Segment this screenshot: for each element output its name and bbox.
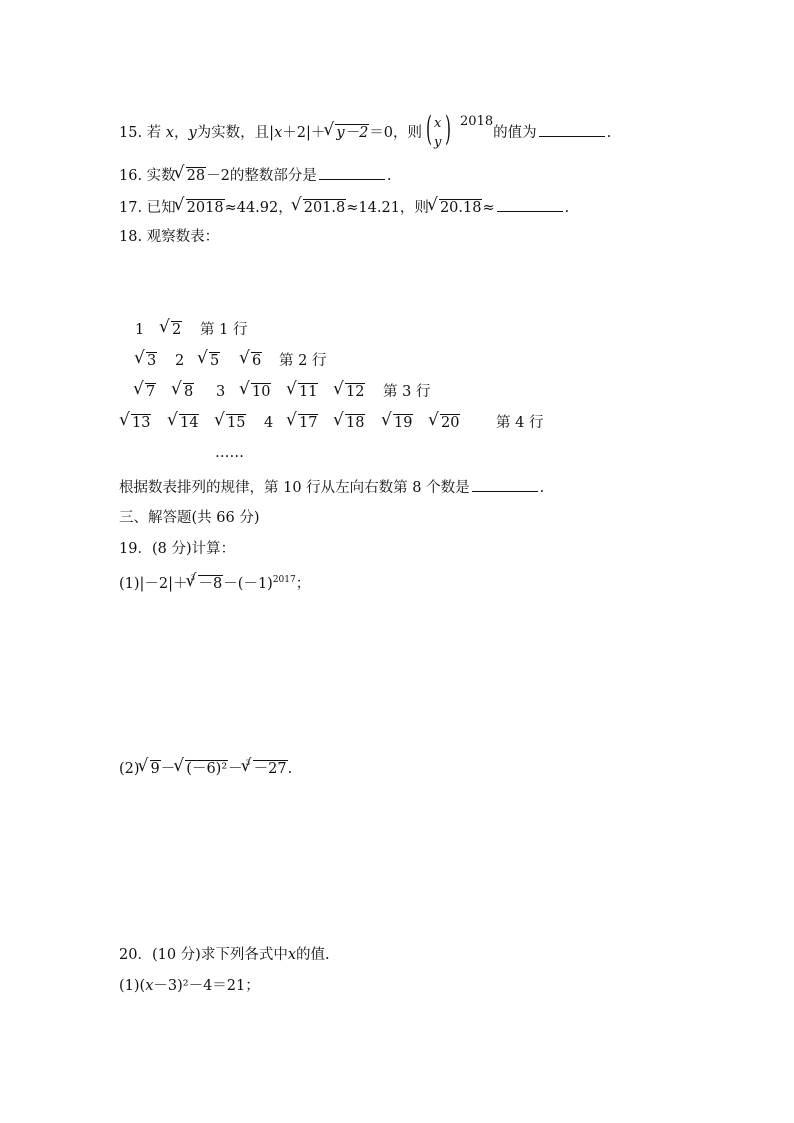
question-20: 20．(10 分)求下列各式中x的值. [119, 947, 330, 963]
table-row-2: √ 3 2 √ 5 √ 6 第 2 行 [119, 351, 619, 373]
question-18-prompt: 根据数表排列的规律，第 10 行从左向右数第 8 个数是 . [119, 477, 544, 498]
question-16: 16. 实数√ 28－2的整数部分是 . [119, 165, 391, 186]
sqrt-expression: √ 2018 [176, 198, 225, 218]
fraction-expression: ( x y ) [426, 109, 451, 150]
answer-blank[interactable] [472, 477, 538, 492]
question-19-part-1: (1)|－2|＋ √ 3 $-8-(-1)^{2017}$； [119, 570, 310, 594]
sqrt-expression: √ 9 [140, 759, 161, 779]
cube-root-expression: √ 3 －27 [243, 759, 288, 779]
cube-root-expression: √ 3 －8 [188, 574, 224, 594]
answer-blank[interactable] [497, 197, 563, 212]
question-19: 19．(8 分)计算： [119, 541, 236, 557]
question-18: 18. 观察数表： [119, 229, 220, 245]
sqrt-expression: √ 20.18 [429, 198, 483, 218]
table-row-4: √ 13 √ 14 √ 15 4 √ 17 √ 18 √ 19 √ 20 第 4 行 [119, 413, 619, 435]
exponent: 2018 [460, 114, 494, 129]
question-number: 16. [119, 168, 143, 184]
sqrt-expression: √ (－6)² [175, 759, 228, 779]
question-17: 17. 已知√ 2018≈44.92，√ 201.8≈14.21，则√ 20.18≈ . [119, 197, 569, 218]
sqrt-expression: √ y－2 [325, 123, 369, 143]
answer-blank[interactable] [539, 122, 605, 137]
question-number: 17. [119, 200, 143, 216]
sqrt-expression: √ 201.8 [293, 198, 347, 218]
answer-blank[interactable] [319, 165, 385, 180]
question-20-part-1: (1)(x－3)²－4＝21； [119, 978, 260, 994]
question-number: 18. [119, 229, 143, 245]
question-15: 15. 若 x，y为实数，且|x＋2|＋√ y－2＝0，则 ( x y ) 2018的值为 . [119, 116, 611, 150]
sqrt-expression: √ 28 [176, 166, 206, 186]
table-row-3: √ 7 √ 8 3 √ 10 √ 11 √ 12 第 3 行 [119, 382, 619, 404]
table-row-1: 1 √ 2 第 1 行 [119, 320, 619, 342]
question-number: 15. [119, 125, 143, 141]
question-19-part-2: (2)√ 9－√ (－6)²－ √ 3 －27. [119, 759, 292, 779]
table-ellipsis: …… [215, 445, 244, 461]
section-heading: 三、解答题(共 66 分) [119, 510, 260, 526]
